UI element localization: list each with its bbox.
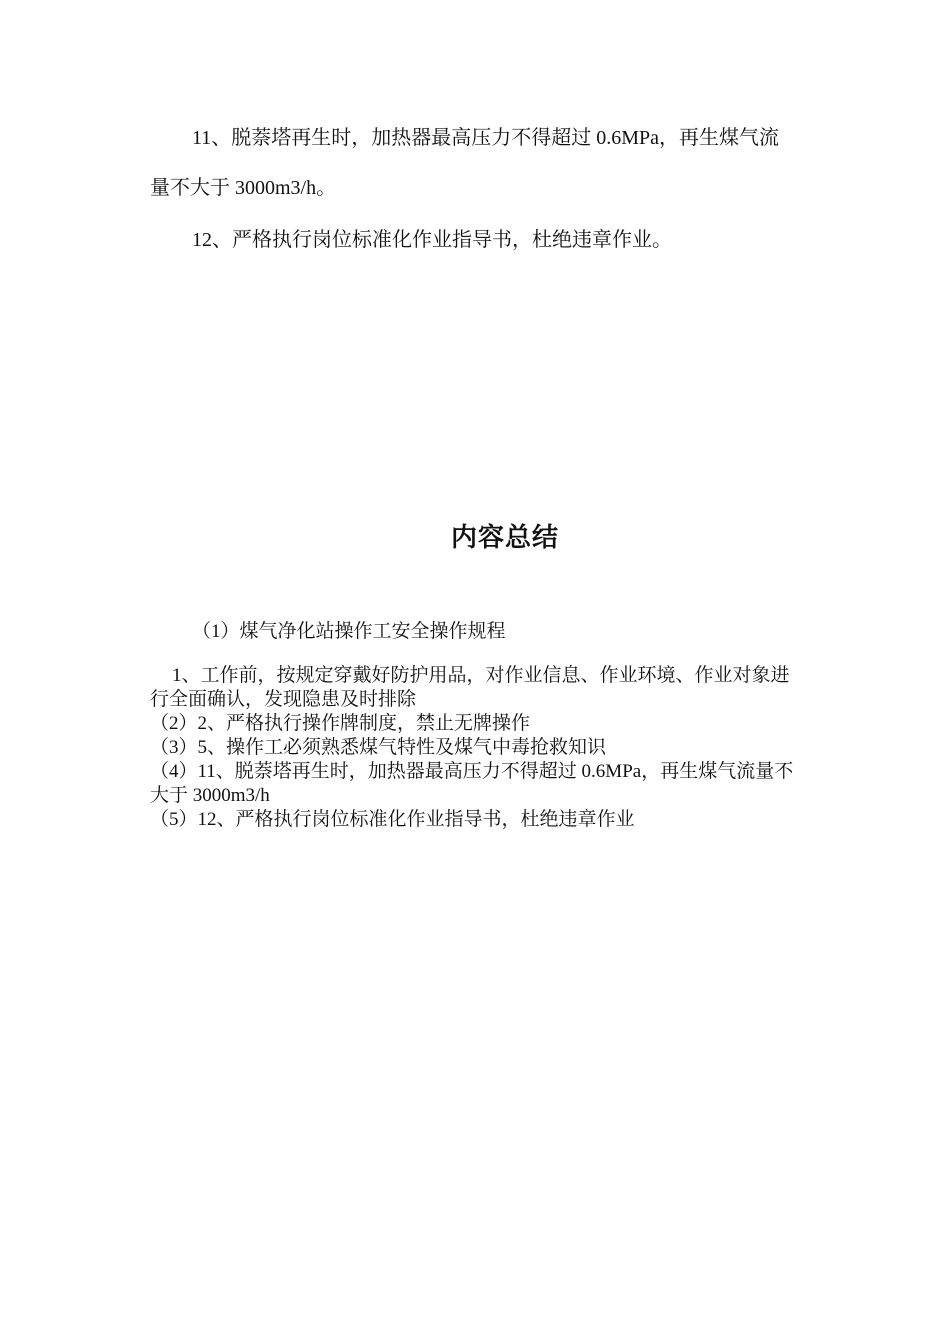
summary-item: （2）2、严格执行操作牌制度，禁止无牌操作: [150, 713, 531, 734]
paragraph-item-11: 11、脱萘塔再生时，加热器最高压力不得超过 0.6MPa，再生煤气流量不大于 3000m3/h。: [150, 127, 780, 199]
summary-item: （4）11、脱萘塔再生时，加热器最高压力不得超过 0.6MPa，再生煤气流量不大于 3000m3/h: [150, 761, 794, 806]
summary-item: 1、工作前，按规定穿戴好防护用品，对作业信息、作业环境、作业对象进行全面确认，发现隐患及时排除: [150, 665, 790, 710]
summary-item: （5）12、严格执行岗位标准化作业指导书，杜绝违章作业: [150, 809, 635, 830]
summary-title: 内容总结: [450, 523, 559, 552]
summary-list: [150, 664, 795, 832]
summary-heading: （1）煤气净化站操作工安全操作规程: [192, 621, 506, 642]
summary-item: （3）5、操作工必须熟悉煤气特性及煤气中毒抢救知识: [150, 737, 607, 758]
paragraph-item-12: 12、严格执行岗位标准化作业指导书，杜绝违章作业。: [192, 229, 672, 251]
